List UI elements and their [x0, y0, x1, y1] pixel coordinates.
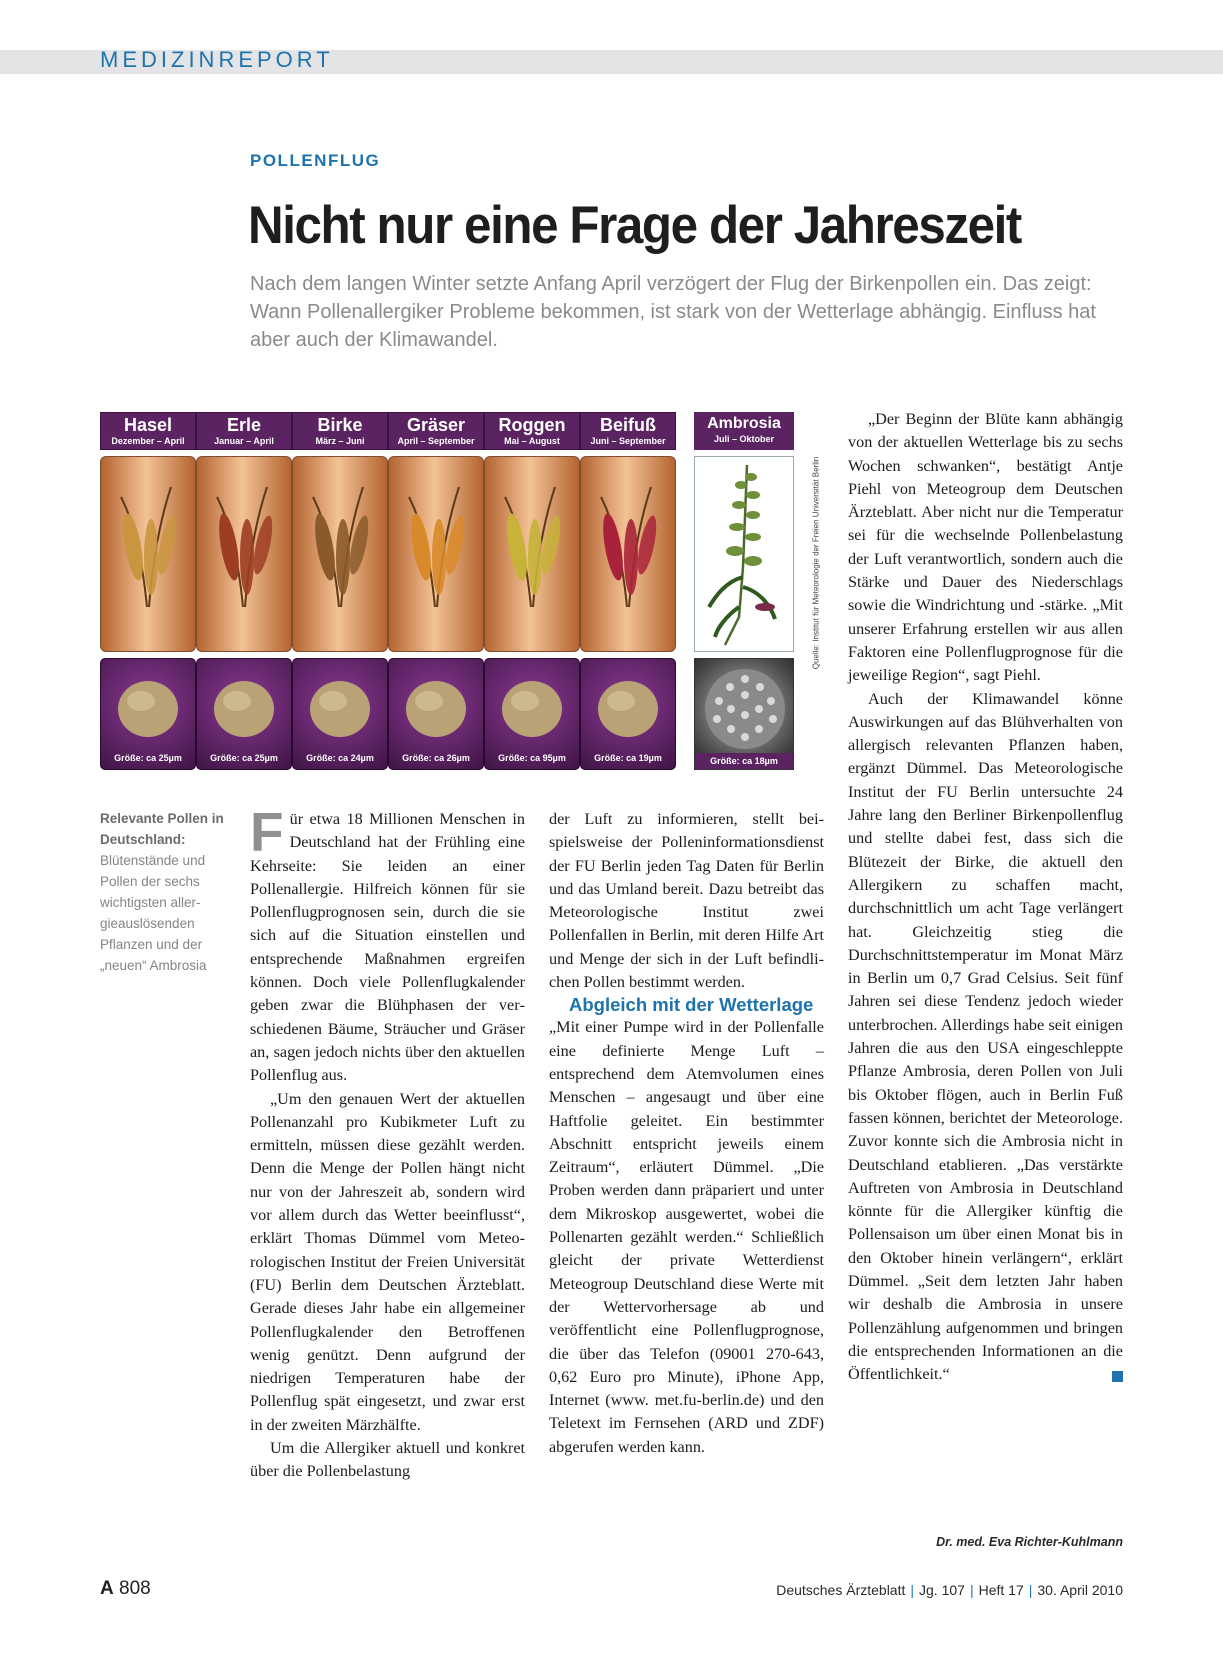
paragraph-text: ür etwa 18 Millionen Menschen in Deutschland hat der Frühling eine Kehrseite: Sie leiden an einer Pollenallergie. Hilfreich können für sie Pollenflugprognosen sein, durch die sie sich auf die Situation einstellen und entsprechende Maßnahmen ergreifen können. Doch viele Pollenflugkalender geben zwar die Blühphasen der verschiedenen Bäume, Sträucher und Gräser an, sagen jedoch nichts über den aktuellen Pollenflug aus.: [250, 810, 525, 1085]
plant-months: April – September: [397, 436, 475, 446]
paragraph-text: Auch der Klimawandel könne Auswirkungen auf das Blühverhalten von allergisch relevanten Pflanzen haben, ergänzt Dümmel. Das Meteorologische Institut der FU Berlin untersuchte 24 Jahre lang den Berliner Birkenpollenflug und stellte dabei fest, dass sich die Blütezeit der Birke, die aktuell den Allergikern zu schaffen macht, durchschnittlich um acht Tage verlängert hat. Gleichzeitig stieg die Durchschnittstemperatur im Monat März in Berlin um 0,7 Grad Celsius. Seit fünf Jahren sei diese Tendenz jedoch wieder unterbrochen. Allerdings habe seit einigen Jahren die aus den USA eingeschleppte Pflanze Ambrosia, deren Pollen von Juli bis Oktober flögen, auch in Berlin Fuß fassen können, berichtet der Meteorologe. Zuvor konnte sich die Ambrosia nicht in Deutschland etablieren. „Das verstärkte Auftreten von Ambrosia in Deutschland könnte für die Allergiker künftig die Pollensaison um über einen Monat bis in den Oktober hinein verlängern“, erklärt Dümmel. „Seit dem letzten Jahr haben wir deshalb die Ambrosia in unsere Pollenzählung aufgenommen und bringen die entsprechenden Informationen an die Öffentlichkeit.“: [848, 689, 1123, 1384]
ambrosia-flower-image: [694, 456, 794, 652]
pollen-size: Größe: ca 95µm: [498, 753, 566, 763]
plant-title-box: [388, 412, 484, 450]
paragraph: der Luft zu informieren, stellt beispielsweise der Polleninformationsdienst der FU Berlin jeden Tag Daten für Berlin und das Umland bereit. Dazu betreibt das Meteorologische Institut zwei Pollenfallen in Berlin, mit deren Hilfe Art und Menge der sich in der Luft befindlichen Pollen bestimmt werden.: [549, 810, 824, 992]
section-subhead: Abgleich mit der Wetterlage: [569, 994, 814, 1016]
folio-prefix: A: [100, 1578, 114, 1599]
paragraph: „Um den genauen Wert der aktuellen Pollenanzahl pro Kubikmeter Luft zu ermitteln, müssen diese gezählt werden. Denn die Menge der Pollen hängt nicht nur von der Jahreszeit ab, sondern wird vor allem durch das Wetter beeinflusst“, erklärt Thomas Dümmel vom Meteorologischen Institut der Freien Universität (FU) Berlin dem Deutschen Ärzteblatt. Gerade dieses Jahr habe ein allgemeiner Pollenflugkalender den Betroffenen wenig genützt. Denn aufgrund der niedrigen Temperaturen habe der Pollenflug spät eingesetzt, und zwar erst in der zweiten Märzhälfte.: [250, 1089, 525, 1434]
ambrosia-title-box: [694, 412, 794, 450]
pollen-figure: [100, 412, 830, 772]
paragraph: Um die Allergiker aktuell und konkret über die Pollenbelastung: [250, 1439, 525, 1481]
body-column-2: [549, 808, 824, 1459]
pollen-size: Größe: ca 25µm: [114, 753, 182, 763]
pollen-grain-image: [484, 658, 580, 770]
plant-title-box: [100, 412, 196, 450]
footer-separator: |: [910, 1582, 915, 1598]
plant-title-box: [580, 412, 676, 450]
journal-issue: Heft 17: [978, 1582, 1024, 1598]
plant-months: Mai – August: [504, 436, 560, 446]
plant-name: Roggen: [498, 415, 566, 435]
footer-separator: |: [969, 1582, 974, 1598]
plant-name: Birke: [317, 415, 363, 435]
ambrosia-size: Größe: ca 18µm: [695, 753, 793, 769]
plant-months: Januar – April: [214, 436, 274, 446]
plant-flower-image: [100, 456, 196, 652]
journal-volume: Jg. 107: [919, 1582, 965, 1598]
figure-credit: Quelle: Institut für Meteorologie der Freien Universität Berlin: [811, 456, 821, 670]
caption-text: Blütenstände und Pollen der sechs wichtigsten allergieauslösenden Pflanzen und der „neuen“ Ambrosia: [100, 853, 207, 973]
plant-name: Beifuß: [600, 415, 656, 435]
page-folio: [100, 1578, 151, 1600]
pollen-grain-image: [100, 658, 196, 770]
paragraph: „Mit einer Pumpe wird in der Pollenfalle eine definierte Menge Luft – entsprechend dem Atemvolumen eines Menschen – angesaugt und über eine Haftfolie geleitet. Ein bestimmter Abschnitt entspricht jeweils einem Zeitraum“, erläutert Dümmel. „Die Proben werden dann präpariert und unter dem Mikroskop ausgewertet, wobei die Pollenarten gezählt werden.“ Schließlich gleicht der private Wetterdienst Meteogroup Deutschland diese Werte mit der Wettervorhersage ab und veröffentlicht eine Pollenflugprognose, die über das Telefon (09001 270-643, 0,62 Euro pro Minute), iPhone App, Internet (www. met.fu-berlin.de) und den Teletext im Fernsehen (ARD und ZDF) abgerufen werden kann.: [549, 1018, 824, 1456]
pollen-size: Größe: ca 26µm: [402, 753, 470, 763]
article-title: Nicht nur eine Frage der Jahreszeit: [248, 196, 1021, 255]
caption-lead: Relevante Pollen in Deutschland:: [100, 811, 224, 847]
plant-months: Dezember – April: [111, 436, 185, 446]
ambrosia-months: Juli – Oktober: [713, 434, 775, 444]
ambrosia-name: Ambrosia: [707, 415, 781, 432]
footer-separator: |: [1028, 1582, 1033, 1598]
plant-name: Erle: [226, 415, 262, 435]
plant-flower-image: [388, 456, 484, 652]
plant-flower-image: [292, 456, 388, 652]
plant-title-box: [196, 412, 292, 450]
pollen-size: Größe: ca 25µm: [210, 753, 278, 763]
pollen-grain-image: [196, 658, 292, 770]
plant-months: Juni – September: [590, 436, 666, 446]
plant-title-box: [292, 412, 388, 450]
pollen-size: Größe: ca 24µm: [306, 753, 374, 763]
body-column-1: [250, 801, 525, 1484]
journal-name: Deutsches Ärzteblatt: [776, 1582, 906, 1598]
journal-date: 30. April 2010: [1037, 1582, 1123, 1598]
ambrosia-pollen-image: [694, 658, 794, 770]
figure-caption: [100, 808, 226, 976]
page-number: 808: [119, 1578, 151, 1599]
article-kicker: POLLENFLUG: [250, 151, 381, 170]
plant-flower-image: [484, 456, 580, 652]
plant-name: Hasel: [123, 415, 173, 435]
plant-name: Gräser: [406, 415, 466, 435]
paragraph: „Der Beginn der Blüte kann abhängig von der aktuellen Wetterlage bis zu sechs Wochen schwanken“, bestätigt Antje Piehl von Meteogroup dem Deutschen Ärzteblatt. Aber nicht nur die Temperatur sei für die wechselnde Pollenbelastung der Luft verantwortlich, sondern auch die Stärke und Dauer des Niederschlags sowie die Windrichtung und -stärke. „Mit unserer Erfahrung erstellen wir aus allen Faktoren eine Pollenflugprognose für die jeweilige Region“, sagt Piehl.: [848, 410, 1123, 685]
pollen-grain-image: [292, 658, 388, 770]
author-byline: Dr. med. Eva Richter-Kuhlmann: [936, 1535, 1123, 1549]
plant-title-box: [484, 412, 580, 450]
pollen-grain-image: [388, 658, 484, 770]
end-mark-icon: [1112, 1371, 1123, 1382]
plant-flower-image: [580, 456, 676, 652]
section-label: MEDIZINREPORT: [100, 47, 334, 72]
article-deck: Nach dem langen Winter setzte Anfang April verzögert der Flug der Birkenpollen ein. Das zeigt: Wann Pollenallergiker Probleme bekommen, ist stark von der Wetterlage abhängig. Einfluss hat aber auch der Klimawandel.: [250, 273, 1096, 351]
plant-flower-image: [196, 456, 292, 652]
body-column-3: [848, 408, 1123, 1386]
pollen-grain-image: [580, 658, 676, 770]
plant-months: März – Juni: [315, 436, 365, 446]
paragraph: [848, 688, 1123, 1387]
drop-cap: F: [250, 801, 284, 863]
journal-footer: [776, 1582, 1123, 1598]
paragraph: [250, 801, 525, 1088]
pollen-size: Größe: ca 19µm: [594, 753, 662, 763]
